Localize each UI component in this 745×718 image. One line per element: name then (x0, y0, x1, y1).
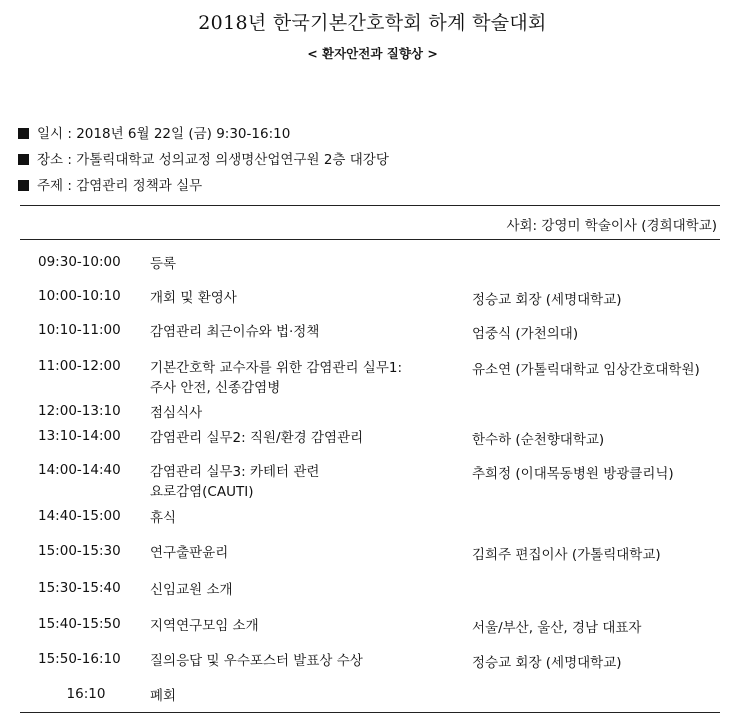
schedule-program: 신임교원 소개 (150, 582, 233, 598)
schedule-speaker: 유소연 (가톨릭대학교 임상간호대학원) (472, 362, 700, 378)
square-bullet-icon (18, 154, 29, 165)
square-bullet-icon (18, 128, 29, 139)
schedule-speaker: 서울/부산, 울산, 경남 대표자 (472, 620, 642, 636)
document-subtitle: < 환자안전과 질향상 > (307, 46, 438, 61)
schedule-time: 15:30-15:40 (38, 580, 121, 596)
schedule-time: 10:00-10:10 (38, 288, 121, 304)
schedule-program-line: 주사 안전, 신종감염병 (150, 380, 281, 396)
schedule-speaker: 김희주 편집이사 (가톨릭대학교) (472, 547, 661, 563)
schedule-time: 14:00-14:40 (38, 462, 121, 478)
info-venue-text: 장소 : 가톨릭대학교 성의교정 의생명산업연구원 2층 대강당 (37, 152, 389, 168)
schedule-speaker: 추희정 (이대목동병원 방광클리닉) (472, 466, 674, 482)
schedule-time: 15:00-15:30 (38, 543, 121, 559)
schedule-program: 질의응답 및 우수포스터 발표상 수상 (150, 653, 363, 669)
moderator-text: 사회: 강영미 학술이사 (경희대학교) (506, 218, 717, 234)
schedule-program: 휴식 (150, 510, 177, 526)
bottom-divider (20, 712, 720, 713)
schedule-program (150, 462, 470, 502)
schedule-program: 점심식사 (150, 405, 203, 421)
schedule-speaker: 정승교 회장 (세명대학교) (472, 655, 622, 671)
schedule-program (150, 358, 470, 398)
schedule-speaker: 한수하 (순천향대학교) (472, 432, 605, 448)
schedule-program: 폐회 (150, 688, 177, 704)
schedule-program-line: 요로감염(CAUTI) (150, 484, 254, 500)
schedule-program: 감염관리 실무2: 직원/환경 감염관리 (150, 430, 364, 446)
schedule-time: 14:40-15:00 (38, 508, 121, 524)
schedule-time: 11:00-12:00 (38, 358, 121, 374)
schedule-program-line: 기본간호학 교수자를 위한 감염관리 실무1: (150, 360, 402, 376)
schedule-time: 13:10-14:00 (38, 428, 121, 444)
info-theme-text: 주제 : 감염관리 정책과 실무 (37, 178, 203, 194)
schedule-program: 지역연구모임 소개 (150, 618, 259, 634)
schedule-program: 감염관리 최근이슈와 법·정책 (150, 324, 320, 340)
info-venue (18, 148, 389, 168)
schedule-time: 15:40-15:50 (38, 616, 121, 632)
header-divider (20, 239, 720, 240)
schedule-speaker: 정승교 회장 (세명대학교) (472, 292, 622, 308)
schedule-time: 10:10-11:00 (38, 322, 121, 338)
schedule-time: 16:10 (66, 686, 106, 702)
schedule-time: 12:00-13:10 (38, 403, 121, 419)
schedule-program-line: 감염관리 실무3: 카테터 관련 (150, 464, 320, 480)
schedule-speaker: 엄중식 (가천의대) (472, 326, 579, 342)
schedule-program: 개회 및 환영사 (150, 290, 237, 306)
square-bullet-icon (18, 180, 29, 191)
schedule-time: 09:30-10:00 (38, 254, 121, 270)
document-title: 2018년 한국기본간호학회 하계 학술대회 (198, 12, 547, 34)
schedule-program: 연구출판윤리 (150, 545, 229, 561)
info-date (18, 122, 290, 142)
top-divider (20, 205, 720, 206)
schedule-time: 15:50-16:10 (38, 651, 121, 667)
info-theme (18, 174, 202, 194)
info-date-text: 일시 : 2018년 6월 22일 (금) 9:30-16:10 (37, 126, 291, 142)
schedule-program: 등록 (150, 256, 177, 272)
